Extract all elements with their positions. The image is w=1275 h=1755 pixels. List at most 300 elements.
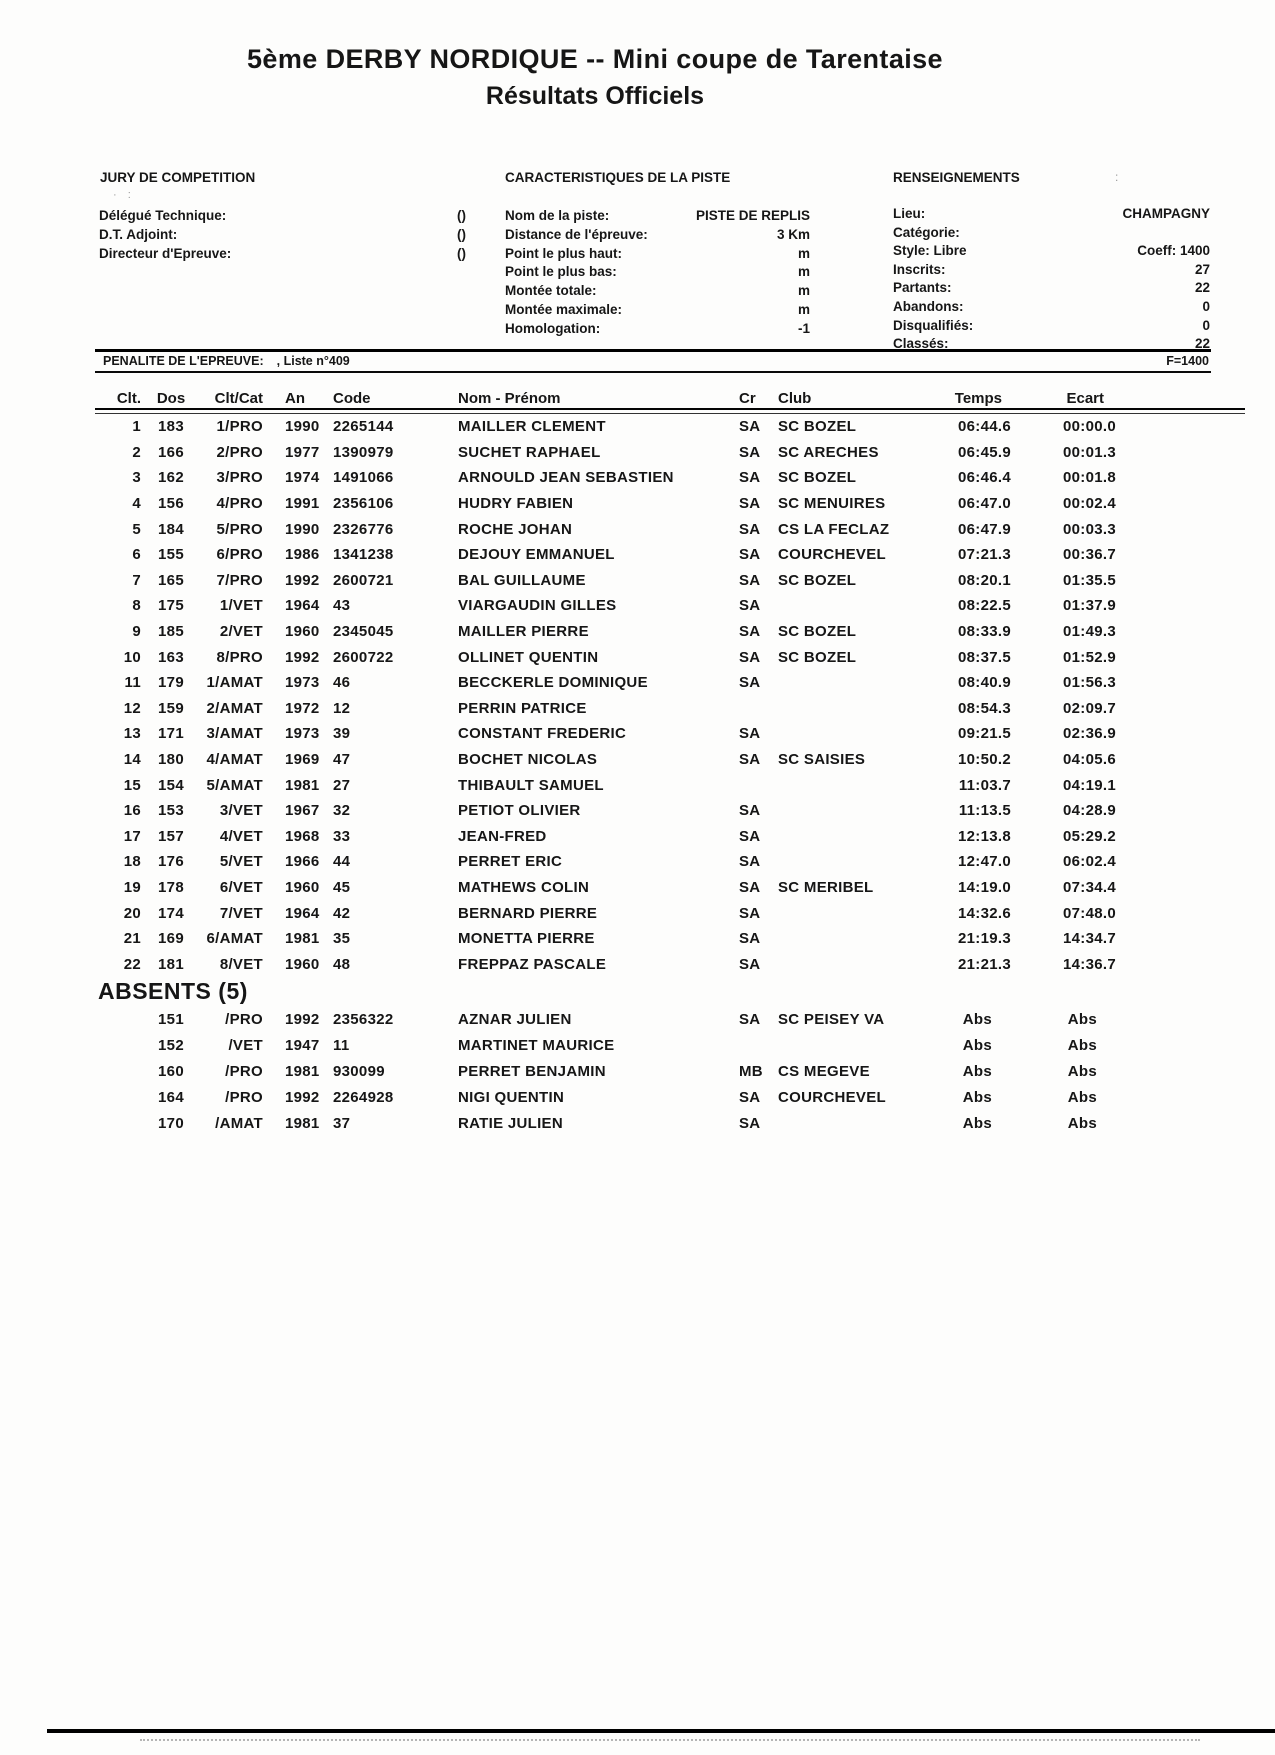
cell-clt: 22: [123, 955, 141, 973]
document-subtitle: Résultats Officiels: [485, 82, 705, 110]
cell-dos: 170: [158, 1114, 184, 1132]
cell-club: SC BOZEL: [778, 648, 857, 666]
cell-spacer: [1117, 696, 1211, 722]
rens-label: Catégorie:: [893, 224, 960, 240]
cell-dos: 165: [158, 571, 184, 589]
cell-an: 1986: [285, 546, 320, 564]
cell-ecart: 02:36.9: [1063, 725, 1116, 743]
cell-cr: MB: [739, 1062, 763, 1080]
cell-ecart: 01:56.3: [1063, 674, 1116, 692]
result-row: [95, 542, 1211, 568]
cell-dos: 181: [158, 955, 184, 973]
header-cltcat: Clt/Cat: [214, 390, 263, 407]
cell-temps: 08:54.3: [958, 699, 1011, 717]
cell-ecart: Abs: [1067, 1062, 1097, 1080]
renseignements-row: [893, 205, 1211, 224]
cell-ecart: 04:19.1: [1063, 776, 1116, 794]
cell-ecart: 01:37.9: [1063, 597, 1116, 615]
cell-temps: 06:44.6: [958, 418, 1011, 436]
cell-an: 1973: [285, 725, 320, 743]
cell-an: 1967: [285, 802, 320, 820]
cell-ecart: 00:02.4: [1063, 495, 1116, 513]
cell-spacer: [1117, 619, 1211, 645]
coefficient-value: F=1400: [1166, 354, 1209, 368]
cell-club: [775, 1110, 907, 1136]
cell-clt: 4: [132, 495, 141, 513]
result-row: [95, 798, 1211, 824]
results-header-row: [95, 385, 1211, 407]
cell-nom: MAILLER PIERRE: [458, 623, 589, 641]
renseignements-block: [893, 205, 1211, 354]
cell-ecart: Abs: [1067, 1088, 1097, 1106]
result-row: [95, 824, 1211, 850]
paren-mark: (): [457, 208, 466, 223]
cell-spacer: [1117, 1006, 1211, 1032]
cell-nom: CONSTANT FREDERIC: [458, 725, 627, 743]
cell-clt-cat: /VET: [228, 1036, 263, 1054]
cell-nom: PERRET ERIC: [458, 853, 563, 871]
cell-clt-cat: 3/PRO: [216, 469, 263, 487]
cell-club: SC BOZEL: [778, 623, 857, 641]
cell-code: 48: [333, 955, 351, 973]
cell-spacer: [1117, 440, 1211, 466]
cell-nom: DEJOUY EMMANUEL: [458, 546, 615, 564]
cell-club: SC PEISEY VA: [778, 1010, 885, 1028]
cell-cr: SA: [739, 443, 761, 461]
cell-spacer: [1117, 951, 1211, 977]
cell-clt-cat: 4/VET: [219, 827, 263, 845]
cell-club: [775, 900, 907, 926]
penalty-label: PENALITE DE L'EPREUVE:: [103, 354, 264, 368]
penalty-row: [95, 352, 1211, 373]
cell-cr: SA: [739, 904, 761, 922]
cell-temps: 06:46.4: [958, 469, 1011, 487]
cell-cr: SA: [739, 520, 761, 538]
cell-an: 1990: [285, 520, 320, 538]
cell-ecart: 05:29.2: [1063, 827, 1116, 845]
cell-spacer: [1117, 926, 1211, 952]
rens-value: 0: [1202, 317, 1210, 333]
cell-club: SC ARECHES: [778, 443, 879, 461]
cell-clt-cat: 4/AMAT: [206, 751, 263, 769]
cell-code: 27: [333, 776, 351, 794]
cell-cr: SA: [739, 495, 761, 513]
results-body: [95, 414, 1211, 977]
cell-clt: 2: [132, 443, 141, 461]
cell-nom: FREPPAZ PASCALE: [458, 955, 607, 973]
cell-cr: SA: [739, 623, 761, 641]
cell-temps: Abs: [962, 1010, 992, 1028]
cell-code: 2356322: [333, 1010, 394, 1028]
cell-temps: 08:22.5: [958, 597, 1011, 615]
cell-nom: OLLINET QUENTIN: [458, 648, 599, 666]
piste-row: [457, 245, 810, 264]
result-row: [95, 772, 1211, 798]
cell-temps: 10:50.2: [958, 751, 1011, 769]
cell-temps: Abs: [962, 1088, 992, 1106]
result-row: [95, 619, 1211, 645]
cell-nom: MONETTA PIERRE: [458, 930, 595, 948]
cell-dos: 156: [158, 495, 184, 513]
cell-cr: SA: [739, 955, 761, 973]
cell-cr: SA: [739, 469, 761, 487]
result-row: [95, 951, 1211, 977]
cell-dos: 159: [158, 699, 184, 717]
cell-dos: 157: [158, 827, 184, 845]
cell-spacer: [1117, 747, 1211, 773]
rens-value: 27: [1194, 261, 1210, 277]
cell-spacer: [1117, 670, 1211, 696]
cell-code: 1390979: [333, 443, 394, 461]
cell-clt-cat: 1/AMAT: [206, 674, 263, 692]
cell-dos: 151: [158, 1010, 184, 1028]
cell-clt: 10: [123, 648, 141, 666]
renseignements-row: [893, 317, 1211, 336]
cell-an: 1992: [285, 648, 320, 666]
cell-clt: [95, 1084, 147, 1110]
cell-temps: Abs: [962, 1114, 992, 1132]
absent-row: [95, 1006, 1211, 1032]
penalty-left: [103, 354, 350, 368]
cell-code: 37: [333, 1114, 351, 1132]
cell-club: [775, 926, 907, 952]
cell-code: 2264928: [333, 1088, 394, 1106]
cell-spacer: [1117, 798, 1211, 824]
result-row: [95, 696, 1211, 722]
cell-clt-cat: 3/VET: [219, 802, 263, 820]
cell-club: [775, 593, 907, 619]
cell-club: [775, 1032, 907, 1058]
absents-heading: ABSENTS (5): [98, 978, 248, 1005]
rens-label: Abandons:: [893, 298, 964, 314]
cell-clt-cat: 3/AMAT: [206, 725, 263, 743]
cell-club: SC MENUIRES: [778, 495, 886, 513]
cell-dos: 183: [158, 418, 184, 436]
document-title: 5ème DERBY NORDIQUE -- Mini coupe de Tarentaise: [247, 44, 943, 74]
cell-code: 2356106: [333, 495, 394, 513]
cell-spacer: [1117, 593, 1211, 619]
cell-code: 2600721: [333, 571, 394, 589]
cell-cr: SA: [739, 1088, 761, 1106]
cell-clt-cat: 5/VET: [219, 853, 263, 871]
cell-club: SC SAISIES: [778, 751, 866, 769]
jury-label: Délégué Technique:: [99, 208, 227, 223]
cell-an: 1972: [285, 699, 320, 717]
piste-row: [457, 226, 810, 245]
rens-label: Style: Libre: [893, 243, 967, 259]
cell-code: 2600722: [333, 648, 394, 666]
cell-code: 12: [333, 699, 351, 717]
result-row: [95, 440, 1211, 466]
cell-dos: 176: [158, 853, 184, 871]
cell-temps: 06:47.0: [958, 495, 1011, 513]
cell-clt: 19: [123, 878, 141, 896]
cell-temps: 12:47.0: [958, 853, 1011, 871]
piste-label: Point le plus bas:: [505, 264, 617, 280]
cell-dos: 154: [158, 776, 184, 794]
jury-heading: JURY DE COMPETITION: [100, 170, 256, 185]
cell-code: 47: [333, 751, 351, 769]
cell-temps: 08:40.9: [958, 674, 1011, 692]
cell-ecart: Abs: [1067, 1036, 1097, 1054]
cell-cr: SA: [739, 597, 761, 615]
cell-spacer: [1117, 875, 1211, 901]
cell-nom: NIGI QUENTIN: [458, 1088, 565, 1106]
cell-dos: 178: [158, 878, 184, 896]
paren-mark: (): [457, 245, 466, 261]
result-row: [95, 568, 1211, 594]
cell-clt-cat: 2/VET: [219, 623, 263, 641]
results-section: [95, 385, 1245, 1136]
cell-cr: SA: [739, 418, 761, 436]
cell-cr: SA: [739, 674, 761, 692]
cell-nom: BECCKERLE DOMINIQUE: [458, 674, 648, 692]
cell-an: 1977: [285, 443, 320, 461]
renseignements-row: [893, 242, 1211, 261]
cell-nom: ROCHE JOHAN: [458, 520, 573, 538]
result-row: [95, 670, 1211, 696]
cell-nom: BAL GUILLAUME: [458, 571, 586, 589]
cell-clt: 11: [124, 674, 141, 692]
cell-dos: 152: [158, 1036, 184, 1054]
cell-an: 1992: [285, 1088, 320, 1106]
cell-temps: 08:33.9: [958, 623, 1011, 641]
cell-an: 1981: [285, 1062, 320, 1080]
liste-number: , Liste n°409: [276, 354, 350, 368]
results-header-table: [95, 385, 1211, 407]
cell-clt-cat: 6/AMAT: [206, 930, 263, 948]
piste-value: -1: [797, 320, 810, 336]
cell-ecart: 00:01.3: [1063, 443, 1116, 461]
cell-clt-cat: /PRO: [225, 1088, 263, 1106]
jury-label: D.T. Adjoint:: [99, 226, 178, 242]
cell-spacer: [1117, 900, 1211, 926]
result-row: [95, 516, 1211, 542]
cell-clt-cat: 6/VET: [219, 878, 263, 896]
cell-spacer: [1117, 1058, 1211, 1084]
cell-cr: SA: [739, 853, 761, 871]
cell-cr: SA: [739, 1114, 761, 1132]
cell-temps: 08:20.1: [958, 571, 1011, 589]
paren-mark: (): [457, 226, 466, 242]
cell-club: [775, 951, 907, 977]
cell-an: 1981: [285, 776, 320, 794]
cell-an: 1960: [285, 955, 320, 973]
cell-ecart: 00:36.7: [1063, 546, 1116, 564]
cell-spacer: [1117, 1084, 1211, 1110]
piste-label: Montée totale:: [505, 283, 597, 299]
result-row: [95, 747, 1211, 773]
piste-heading: CARACTERISTIQUES DE LA PISTE: [505, 170, 731, 185]
cell-spacer: [1117, 1110, 1211, 1136]
piste-value: m: [797, 264, 810, 280]
cell-nom: HUDRY FABIEN: [458, 495, 574, 513]
header-an: An: [285, 390, 305, 407]
cell-temps: 11:03.7: [958, 776, 1011, 794]
cell-temps: 06:47.9: [958, 520, 1011, 538]
cell-ecart: 07:34.4: [1063, 878, 1116, 896]
cell-temps: Abs: [962, 1062, 992, 1080]
jury-block: [99, 207, 399, 263]
renseignements-heading: RENSEIGNEMENTS: [893, 170, 1020, 185]
cell-dos: 184: [158, 520, 184, 538]
cell-temps: 09:21.5: [958, 725, 1011, 743]
cell-an: 1974: [285, 469, 320, 487]
cell-nom: RATIE JULIEN: [458, 1114, 563, 1132]
rens-label: Classés:: [893, 336, 949, 352]
cell-clt-cat: 8/PRO: [216, 648, 263, 666]
cell-spacer: [1117, 772, 1211, 798]
result-row: [95, 644, 1211, 670]
header-code: Code: [333, 390, 371, 407]
cell-an: 1960: [285, 623, 320, 641]
header-ecart: Ecart: [1066, 390, 1104, 407]
result-row: [95, 593, 1211, 619]
cell-club: [775, 849, 907, 875]
cell-clt: 3: [132, 469, 141, 487]
cell-temps: 08:37.5: [958, 648, 1011, 666]
cell-temps: 06:45.9: [958, 443, 1011, 461]
absent-row: [95, 1058, 1211, 1084]
cell-ecart: 01:35.5: [1063, 571, 1116, 589]
cell-nom: PERRET BENJAMIN: [458, 1062, 606, 1080]
result-row: [95, 875, 1211, 901]
cell-nom: PETIOT OLIVIER: [458, 802, 581, 820]
cell-clt: 7: [132, 571, 141, 589]
cell-club: SC BOZEL: [778, 418, 857, 436]
header-clt: Clt.: [116, 390, 141, 407]
cell-spacer: [1117, 824, 1211, 850]
cell-clt-cat: /PRO: [225, 1062, 263, 1080]
cell-clt-cat: 4/PRO: [216, 495, 263, 513]
absent-row: [95, 1110, 1211, 1136]
cell-cr: SA: [739, 878, 761, 896]
cell-clt: 1: [132, 418, 141, 436]
cell-temps: 12:13.8: [958, 827, 1011, 845]
cell-code: 32: [333, 802, 351, 820]
cell-clt-cat: 7/PRO: [216, 571, 263, 589]
cell-clt-cat: 5/PRO: [216, 520, 263, 538]
cell-dos: 155: [158, 546, 184, 564]
absents-body: [95, 1006, 1211, 1136]
result-row: [95, 414, 1211, 440]
cell-ecart: 00:01.8: [1063, 469, 1116, 487]
cell-club: COURCHEVEL: [778, 546, 887, 564]
cell-an: 1968: [285, 827, 320, 845]
result-row: [95, 721, 1211, 747]
cell-code: 33: [333, 827, 351, 845]
cell-ecart: Abs: [1067, 1114, 1097, 1132]
cell-code: 2345045: [333, 623, 394, 641]
cell-clt: [95, 1032, 147, 1058]
cell-temps: 14:32.6: [958, 904, 1011, 922]
cell-an: 1964: [285, 597, 320, 615]
cell-code: 11: [333, 1036, 350, 1054]
piste-label: Montée maximale:: [505, 301, 623, 317]
cell-cr: SA: [739, 725, 761, 743]
cell-clt: 17: [123, 827, 141, 845]
cell-spacer: [1117, 516, 1211, 542]
cell-clt-cat: 5/AMAT: [206, 776, 263, 794]
cell-clt-cat: 8/VET: [219, 955, 263, 973]
cell-an: 1992: [285, 1010, 320, 1028]
cell-ecart: 01:49.3: [1063, 623, 1116, 641]
piste-row: [457, 282, 810, 301]
cell-nom: BERNARD PIERRE: [458, 904, 598, 922]
cell-clt-cat: 1/VET: [219, 597, 263, 615]
header-club: Club: [778, 390, 812, 407]
cell-temps: Abs: [962, 1036, 992, 1054]
cell-nom: SUCHET RAPHAEL: [458, 443, 601, 461]
cell-code: 44: [333, 853, 351, 871]
cell-club: SC MERIBEL: [778, 878, 874, 896]
cell-club: CS MEGEVE: [778, 1062, 870, 1080]
piste-value: m: [797, 283, 810, 299]
cell-ecart: 06:02.4: [1063, 853, 1116, 871]
renseignements-row: [893, 224, 1211, 243]
cell-an: 1960: [285, 878, 320, 896]
cell-nom: MATHEWS COLIN: [458, 878, 590, 896]
cell-an: 1947: [285, 1036, 320, 1054]
cell-an: 1966: [285, 853, 320, 871]
rens-label: Disqualifiés:: [893, 317, 974, 333]
cell-nom: VIARGAUDIN GILLES: [458, 597, 617, 615]
cell-code: 46: [333, 674, 351, 692]
cell-club: [775, 824, 907, 850]
cell-clt-cat: 2/PRO: [216, 443, 263, 461]
cell-temps: 21:21.3: [958, 955, 1011, 973]
cell-cr: SA: [739, 546, 761, 564]
cell-clt-cat: 1/PRO: [216, 418, 263, 436]
cell-code: 35: [333, 930, 351, 948]
cell-club: [775, 696, 907, 722]
cell-clt-cat: /PRO: [225, 1010, 263, 1028]
cell-nom: MARTINET MAURICE: [458, 1036, 615, 1054]
cell-dos: 179: [158, 674, 184, 692]
cell-dos: 163: [158, 648, 184, 666]
cell-nom: BOCHET NICOLAS: [458, 751, 598, 769]
cell-clt: 14: [123, 751, 141, 769]
rens-value: CHAMPAGNY: [1122, 206, 1210, 221]
cell-code: 43: [333, 597, 351, 615]
cell-spacer: [1117, 568, 1211, 594]
cell-cr: SA: [739, 648, 761, 666]
renseignements-row: [893, 279, 1211, 298]
cell-ecart: 00:00.0: [1063, 418, 1116, 436]
cell-dos: 185: [158, 623, 184, 641]
cell-clt: [95, 1058, 147, 1084]
cell-clt: 9: [132, 623, 141, 641]
cell-code: 930099: [333, 1062, 385, 1080]
cell-spacer: [1117, 1032, 1211, 1058]
cell-dos: 175: [158, 597, 184, 615]
cell-ecart: Abs: [1067, 1010, 1097, 1028]
cell-nom: MAILLER CLEMENT: [458, 418, 606, 436]
renseignements-row: [893, 261, 1211, 280]
cell-clt: 5: [132, 520, 141, 538]
rens-label: Partants:: [893, 280, 952, 296]
cell-temps: 21:19.3: [958, 930, 1011, 948]
cell-code: 2265144: [333, 418, 394, 436]
header-dos: Dos: [156, 390, 186, 407]
cell-ecart: 07:48.0: [1063, 904, 1116, 922]
cell-code: 39: [333, 725, 351, 743]
penalty-bar: [95, 349, 1211, 373]
cell-club: [775, 772, 907, 798]
cell-code: 45: [333, 878, 351, 896]
rens-value: 22: [1194, 336, 1210, 352]
cell-club: COURCHEVEL: [778, 1088, 887, 1106]
